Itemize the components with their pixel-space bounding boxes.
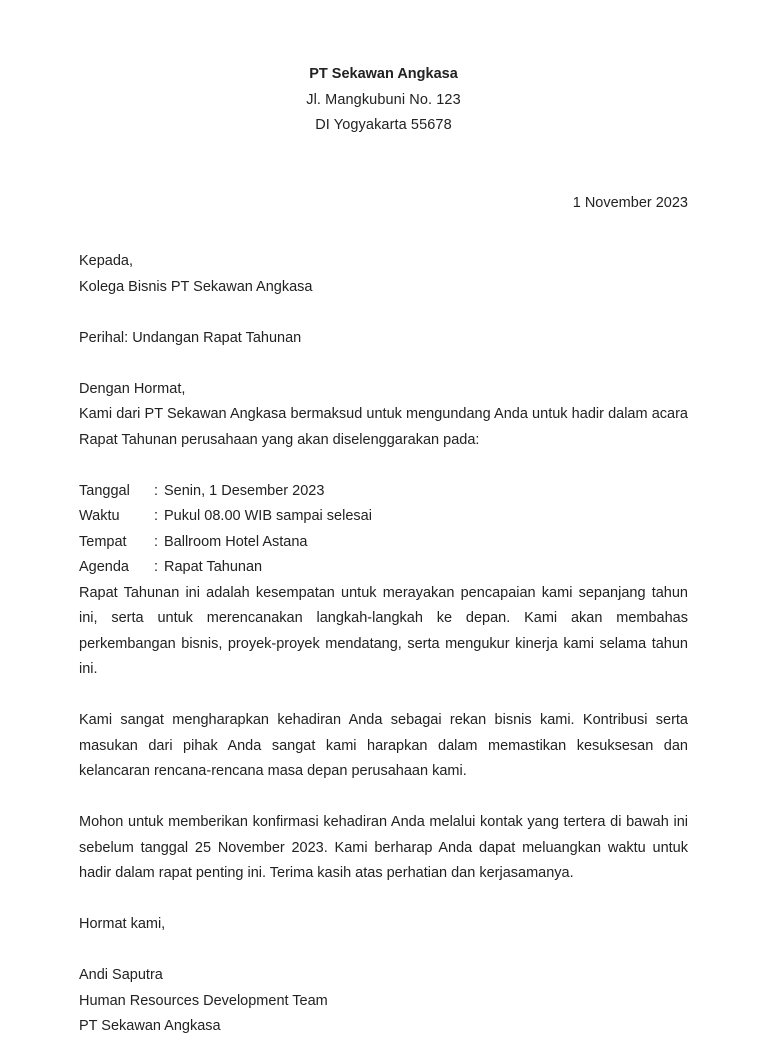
intro-paragraph: Kami dari PT Sekawan Angkasa bermaksud untuk mengundang Anda untuk hadir dalam acara Rapat Tahunan perusahaan yang akan diselenggarakan pada: — [79, 406, 688, 448]
detail-separator: : — [154, 482, 159, 499]
recipient-salutation: Kepada, — [79, 253, 134, 269]
signature-space — [79, 938, 688, 964]
detail-label: Agenda — [79, 559, 129, 575]
detail-value: Rapat Tahunan — [164, 559, 263, 575]
detail-value: Pukul 08.00 WIB sampai selesai — [164, 508, 372, 524]
detail-separator: : — [154, 508, 159, 524]
event-details-list — [79, 479, 688, 581]
detail-row — [79, 555, 688, 581]
recipient-name: Kolega Bisnis PT Sekawan Angkasa — [79, 278, 313, 295]
recipient-block — [79, 249, 688, 300]
detail-row — [79, 479, 688, 505]
detail-value: Ballroom Hotel Astana — [164, 533, 308, 550]
greeting-line: Dengan Hormat, — [79, 380, 186, 397]
closing-line: Hormat kami, — [79, 916, 166, 932]
signatory-name: Andi Saputra — [79, 967, 163, 983]
detail-label: Tempat — [79, 533, 127, 550]
letterhead-city-postal: DI Yogyakarta 55678 — [315, 117, 452, 133]
letterhead-street-address: Jl. Mangkubuni No. 123 — [306, 91, 461, 108]
letter-date: 1 November 2023 — [572, 194, 688, 211]
detail-value: Senin, 1 Desember 2023 — [164, 482, 325, 499]
signatory-company: PT Sekawan Angkasa — [79, 1018, 221, 1034]
detail-separator: : — [154, 559, 159, 575]
body-paragraph-3: Mohon untuk memberikan konfirmasi kehadiran Anda melalui kontak yang tertera di bawah ini sebelum tanggal 25 November 2023. Kami berharap Anda dapat meluangkan waktu untuk hadir dalam rapat penting ini. Terima kasih atas perhatian dan kerjasamanya. — [79, 814, 688, 881]
signatory-title: Human Resources Development Team — [79, 992, 328, 1009]
signature-block — [79, 963, 688, 1040]
letterhead-company-name: PT Sekawan Angkasa — [309, 66, 458, 82]
letter-content — [79, 0, 688, 1040]
detail-label: Waktu — [79, 508, 120, 524]
body-paragraph-2: Kami sangat mengharapkan kehadiran Anda sebagai rekan bisnis kami. Kontribusi serta masukan dari pihak Anda sangat kami harapkan dalam memastikan kesuksesan dan kelancaran rencana-rencana masa depan perusahaan kami. — [79, 712, 688, 779]
body-paragraph-1: Rapat Tahunan ini adalah kesempatan untuk merayakan pencapaian kami sepanjang tahun ini, serta untuk merencanakan langkah-langkah ke depan. Kami akan membahas perkembangan bisnis, proyek-proyek mendatang, serta mengukur kinerja kami selama tahun ini. — [79, 584, 688, 677]
detail-row — [79, 530, 688, 556]
detail-row — [79, 504, 688, 530]
letterhead — [79, 0, 688, 139]
subject-line: Perihal: Undangan Rapat Tahunan — [79, 329, 302, 346]
detail-separator: : — [154, 533, 159, 550]
detail-label: Tanggal — [79, 482, 130, 499]
